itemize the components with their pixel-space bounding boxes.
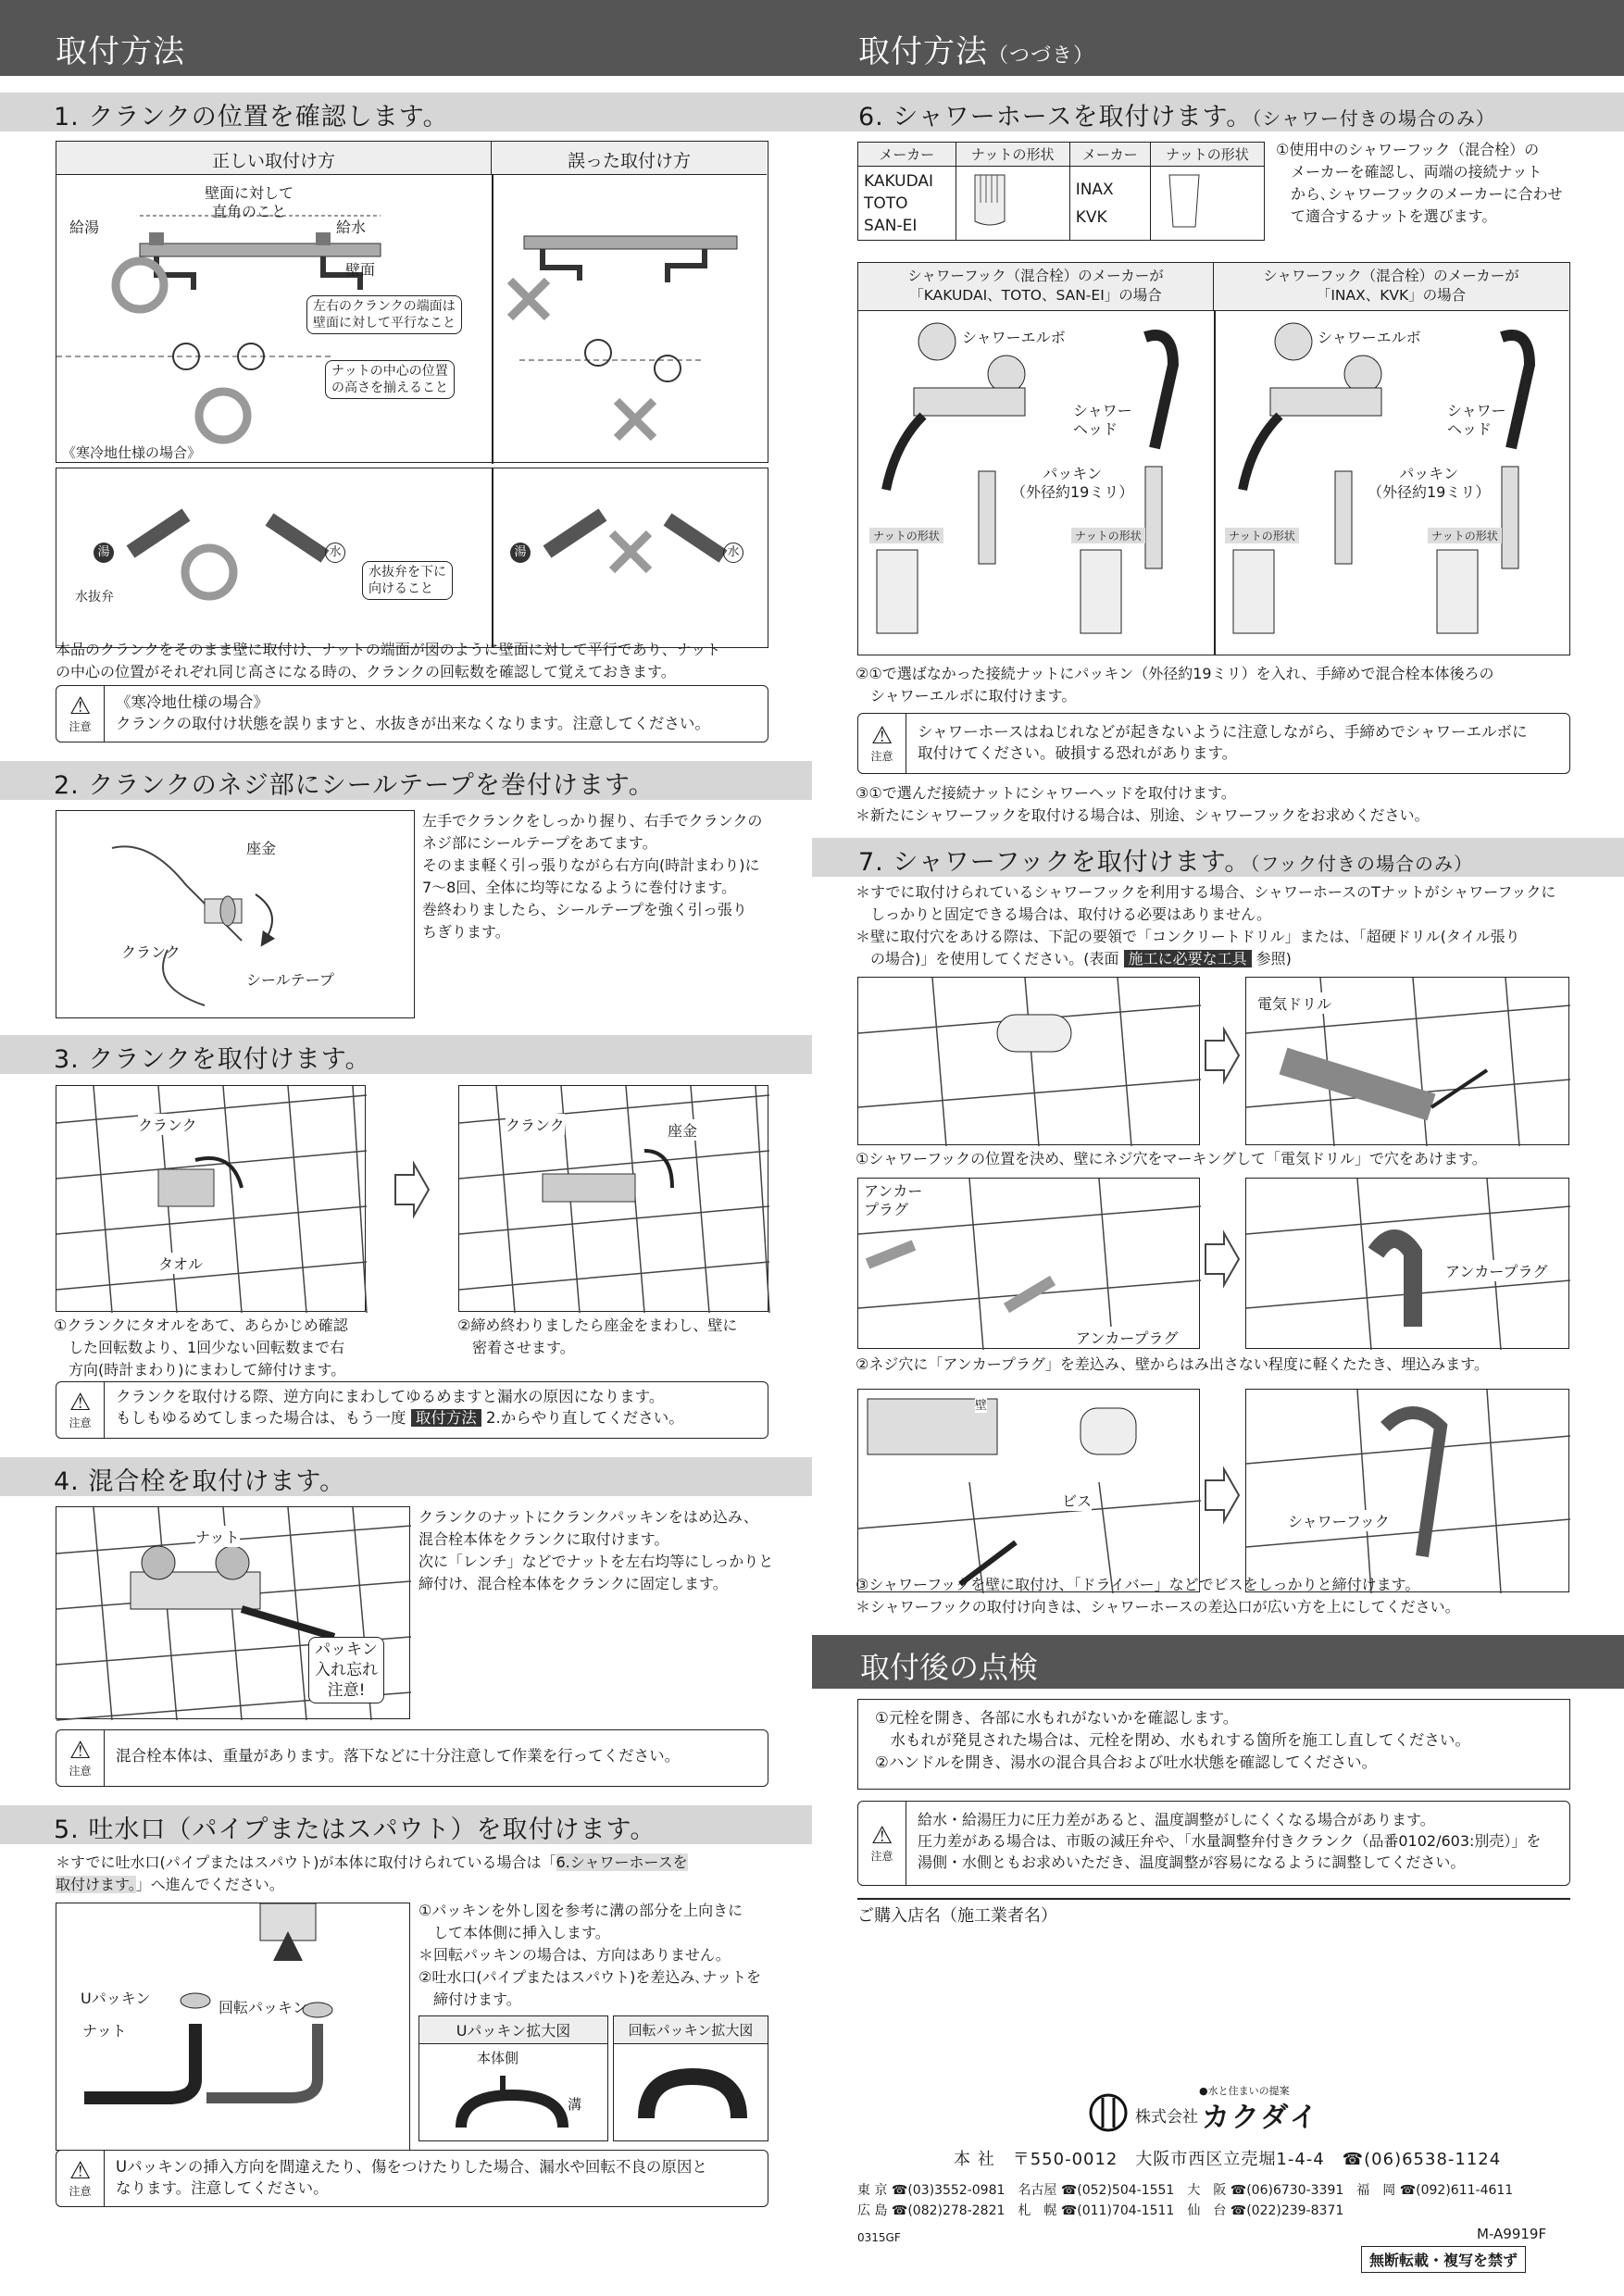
s5-u-detail-drawing — [419, 2016, 609, 2142]
s7-step1: ①シャワーフックの位置を決め、壁にネジ穴をマーキングして「電気ドリル」で穴をあけます。 — [856, 1150, 1487, 1167]
s7-note2-b: 参照) — [1251, 950, 1292, 967]
s6-drawing — [858, 263, 1571, 656]
company-tagline: ●水と住まいの提案 — [1199, 2085, 1290, 2097]
s5-rot-detail-drawing — [614, 2016, 769, 2142]
s3-seat-label: 座金 — [668, 1119, 697, 1141]
s3-crank-label: クランク — [138, 1114, 197, 1135]
s1-wrong-header: 誤った取付け方 — [492, 142, 767, 175]
s5-note-b: 」へ進んでください。 — [135, 1876, 284, 1893]
section-6-title: 6. シャワーホースを取付けます。 — [858, 103, 1253, 131]
section-7-suffix: （フック付きの場合のみ） — [1250, 853, 1474, 875]
s1-caution — [56, 685, 768, 742]
page-title-right-text: 取付方法 — [858, 33, 988, 70]
page-title-right-suffix: （つづき） — [988, 44, 1095, 68]
section-4-heading: 4. 混合栓を取付けます。 — [0, 1457, 812, 1496]
s5-u-packing-label: Uパッキン — [81, 1990, 151, 2007]
s7-screw-label: ビス — [1062, 1490, 1092, 1511]
s7-tile-3b — [1246, 1390, 1570, 1593]
check-caution — [857, 1801, 1570, 1886]
s6-nut-shape-label-b2: ナットの形状 — [1428, 528, 1502, 543]
caution-label: 注意 — [870, 1849, 893, 1863]
s4-caution-text: 混合栓本体は、重量があります。落下などに十分注意して作業を行ってください。 — [116, 1747, 681, 1765]
s5-caution — [56, 2150, 768, 2207]
s6-step2: ②①で選ばなかった接続ナットにパッキン（外径約19ミリ）を入れ、手締めで混合栓本体後ろの シャワーエルボに取付けます。 — [856, 665, 1494, 705]
s5-u-body-label: 本体側 — [477, 2050, 519, 2066]
s7-note2 — [856, 926, 1596, 970]
check-heading: 取付後の点検 — [812, 1635, 1624, 1689]
s7-img-1a — [857, 977, 1200, 1145]
s3-caution-line1: クランクを取付ける際、逆方向にまわしてゆるめますと漏水の原因になります。 — [116, 1388, 665, 1405]
caution-label: 注意 — [69, 719, 92, 733]
s1-wall-label: 壁面 — [345, 261, 376, 279]
s3-step2: ②締め終わりましたら座金をまわし、壁に 密着させます。 — [457, 1316, 738, 1356]
s6-nut-shape-b — [1150, 167, 1264, 241]
s6-panels — [857, 262, 1570, 655]
s5-note-tag: 6.シャワーホースを 取付けます。 — [56, 1853, 688, 1893]
s5-u-groove-label: 溝 — [568, 2096, 582, 2113]
s6-elbow-label-a: シャワーエルボ — [962, 326, 1066, 347]
s6-caution — [857, 713, 1570, 774]
s6-caution-text: シャワーホースはねじれなどが起きないように注意しながら、手締めでシャワーエルボに 取付けてください。破損する恐れがあります。 — [918, 723, 1528, 762]
s1-caution-text: 《寒冷地仕様の場合》 クランクの取付け状態を誤りますと、水抜きが出来なくなります。注意してください。 — [116, 693, 710, 732]
s6-packing-label-b: パッキン （外径約19ミリ） — [1368, 465, 1491, 501]
company-prefix: 株式会社 — [1135, 2108, 1198, 2127]
s3-caution-line2a: もしもゆるめてしまった場合は、もう一度 — [116, 1409, 411, 1427]
s4-caution-icon — [56, 1730, 105, 1786]
caution-label: 注意 — [69, 2184, 92, 2198]
check-box — [857, 1699, 1570, 1790]
shop-name-label: ご購入店名（施工業者名） — [857, 1906, 1057, 1926]
s1-parallel-note: 左右のクランクの端面は 壁面に対して平行なこと — [306, 295, 462, 334]
hq-address: 本 社 〒550-0012 大阪市西区立売堀1-4-4 ☎(06)6538-1124 — [954, 2150, 1502, 2169]
s5-nut-label: ナット — [82, 2022, 127, 2040]
s4-caution — [56, 1729, 768, 1787]
s5-u-detail — [418, 2015, 608, 2141]
s6-panel-b-header: シャワーフック（混合栓）のメーカーが 「INAX、KVK」の場合 — [1214, 263, 1568, 311]
section-1-heading: 1. クランクの位置を確認します。 — [0, 93, 812, 131]
caution-label: 注意 — [69, 1764, 92, 1778]
s3-caution — [56, 1381, 768, 1439]
s2-seat-label: 座金 — [246, 840, 277, 857]
s6-panel-a-header: シャワーフック（混合栓）のメーカーが 「KAKUDAI、TOTO、SAN-EI」の場合 — [858, 263, 1214, 311]
s5-rot-detail-title: 回転パッキン拡大図 — [614, 2016, 768, 2044]
s3-tile-grid-1 — [56, 1086, 367, 1313]
s5-rot-detail — [613, 2015, 768, 2141]
s7-step2: ②ネジ穴に「アンカープラグ」を差込み、壁からはみ出さない程度に軽くたたき、埋込みます。 — [856, 1355, 1489, 1373]
s1-cold-mark-wrong: 水 — [723, 543, 743, 563]
s6-maker-table — [857, 142, 1265, 241]
branch-offices-1: 東 京 ☎(03)3552-0981 名古屋 ☎(052)504-1551 大 阪 ☎(06)6730-3391 福 岡 ☎(092)611-4611 — [857, 2183, 1514, 2198]
s7-wall-label: 壁 — [975, 1395, 987, 1413]
s1-hot-mark: 湯 — [94, 543, 114, 563]
s1-height-note: ナットの中心の位置 の高さを揃えること — [325, 360, 455, 399]
s3-caution-line2 — [116, 1407, 758, 1429]
s7-img-3a — [857, 1389, 1200, 1592]
s7-tile-1a — [858, 978, 1201, 1146]
s1-body: 本品のクランクをそのまま壁に取付け、ナットの端面が図のように壁面に対して平行であり、ナット の中心の位置がそれぞれ同じ高さになる時の、クランクの回転数を確認して覚えておきます。 — [56, 641, 721, 680]
s7-anchor-label-2: アンカープラグ — [1076, 1327, 1179, 1348]
section-5-heading: 5. 吐水口（パイプまたはスパウト）を取付けます。 — [0, 1805, 812, 1844]
s5-note — [56, 1852, 787, 1896]
s6-elbow-label-b: シャワーエルボ — [1318, 326, 1421, 347]
section-7-heading — [812, 838, 1624, 877]
s7-note1: ＊すでに取付けられているシャワーフックを利用する場合、シャワーホースのTナットがシャワーフックに しっかりと固定できる場合は、取付ける必要はありません。 — [856, 883, 1556, 923]
page-title-left: 取付方法 — [0, 0, 812, 76]
s3-towel-label: タオル — [158, 1253, 203, 1274]
s6-th-nut-2: ナットの形状 — [1150, 143, 1264, 167]
company-name: カクダイ — [1202, 2102, 1319, 2134]
s7-step3: ③シャワーフックを壁に取付け、「ドライバー」などでビスをしっかりと締付けます。 ＊シャワーフックの取付け向きは、シャワーホースの差込口が広い方を上にしてください。 — [856, 1576, 1460, 1616]
s7-img-3b — [1245, 1389, 1569, 1592]
s4-packing-callout: パッキン 入れ忘れ 注意! — [308, 1637, 384, 1703]
s1-diagram-box — [56, 141, 768, 463]
s7-hook-label: シャワーフック — [1288, 1510, 1390, 1531]
s6-th-maker-2: メーカー — [1069, 143, 1150, 167]
s7-drill-label: 電気ドリル — [1257, 992, 1331, 1014]
s1-cold-region-box — [56, 444, 768, 648]
document-code: M-A9919F — [1477, 2226, 1547, 2242]
s3-caution-text — [116, 1386, 758, 1429]
s7-note2-a: ＊壁に取付穴をあける際は、下記の要領で「コンクリートドリル」または、「超硬ドリル(タイル張り の場合)」を使用してください。(表面 — [856, 928, 1520, 967]
s5-note-a: ＊すでに吐水口(パイプまたはスパウト)が本体に取付けられている場合は「 — [56, 1853, 556, 1871]
s3-caution-tag: 取付方法 — [411, 1409, 481, 1427]
s6-packing-label-a: パッキン （外径約19ミリ） — [1011, 465, 1134, 501]
s5-caution-icon — [56, 2151, 105, 2206]
s6-note1: ①使用中のシャワーフック（混合栓）の メーカーを確認し、両端の接続ナット から､シャワーフックのメーカーに合わせ て適合するナットを選びます。 — [1276, 141, 1563, 225]
s3-illustration-1 — [56, 1085, 366, 1312]
s6-th-nut-1: ナットの形状 — [956, 143, 1069, 167]
s6-head-label-a: シャワー ヘッド — [1073, 402, 1132, 438]
check-body: ①元栓を開き、各部に水もれがないかを確認します。 水もれが発見された場合は、元栓を閉め、水もれする箇所を施工し直してください。 ②ハンドルを開き、湯水の混合具合および吐水状態を確認してください。 — [875, 1709, 1470, 1771]
s6-nut-shape-label-a2: ナットの形状 — [1071, 528, 1145, 543]
s1-caution-icon — [56, 686, 105, 742]
section-6-heading — [812, 93, 1624, 131]
s7-anchor-label-1: アンカー プラグ — [864, 1182, 923, 1218]
s1-cold-drawing — [56, 468, 769, 649]
s1-cold-label: 給水 — [336, 218, 367, 236]
warning-icon: ⚠ — [69, 1736, 92, 1765]
s5-rot-packing-label: 回転パッキン — [219, 1999, 307, 2016]
s4-illustration — [56, 1506, 410, 1719]
footer-divider — [857, 1898, 1570, 1900]
s5-u-detail-title: Uパッキン拡大図 — [419, 2016, 607, 2044]
s1-perp-label: 壁面に対して 直角のこと — [205, 184, 294, 220]
s7-img-2a — [857, 1178, 1200, 1349]
s1-cold-mark: 水 — [325, 543, 345, 563]
s6-head-label-b: シャワー ヘッド — [1447, 402, 1506, 438]
copyright-notice: 無断転載・複写を禁ず — [1361, 2246, 1526, 2273]
s7-note2-tag: 施工に必要な工具 — [1124, 950, 1252, 967]
s6-caution-icon — [858, 714, 906, 773]
s4-body: クランクのナットにクランクパッキンをはめ込み、 混合栓本体をクランクに取付けます。 次に「レンチ」などでナットを左右均等にしっかりと 締付け、混合栓本体をクランクに固定します。 — [418, 1508, 774, 1592]
s5-caution-text: Uパッキンの挿入方向を間違えたり、傷をつけたりした場合、漏水や回転不良の原因と なります。注意してください。 — [116, 2158, 707, 2197]
s3-illustration-2 — [458, 1085, 768, 1312]
s7-img-2b — [1245, 1178, 1569, 1349]
date-code: 0315GF — [857, 2231, 901, 2244]
s3-caution-line2b: 2.からやり直してください。 — [481, 1409, 684, 1427]
s3-crank-label-2: クランク — [506, 1114, 565, 1135]
section-2-heading: 2. クランクのネジ部にシールテープを巻付けます。 — [0, 761, 812, 800]
check-caution-text: 給水・給湯圧力に圧力差があると、温度調整がしにくくなる場合があります。 圧力差がある場合は、市販の減圧弁や、「水量調整弁付きクランク（品番0102/603:別売）」を 湯側・水側ともお求めいただき、温度調整が容易になるように調整してください。 — [918, 1811, 1542, 1871]
section-6-suffix: （シャワー付きの場合のみ） — [1252, 107, 1495, 130]
warning-icon: ⚠ — [69, 2156, 92, 2185]
s7-img-1b — [1245, 977, 1569, 1145]
s6-nut-shape-label-b1: ナットの形状 — [1225, 528, 1299, 543]
page-title-right — [812, 0, 1624, 76]
s6-nut-shape-label-a1: ナットの形状 — [869, 528, 943, 543]
s1-cold-region-label: 《寒冷地仕様の場合》 — [62, 444, 202, 461]
s6-step3: ③①で選んだ接続ナットにシャワーヘッドを取付けます。 ＊新たにシャワーフックを取付ける場合は、別途、シャワーフックをお求めください。 — [856, 784, 1430, 824]
s2-body: 左手でクランクをしっかり握り、右手でクランクの ネジ部にシールテープをあてます。 そのまま軽く引っ張りながら右方向(時計まわり)に 7〜8回、全体に均等になるように巻付けます。 巻終わりましたら、シールテープを強く引っ張り ちぎります。 — [422, 812, 763, 941]
s4-nut-label: ナット — [195, 1526, 240, 1547]
s5-body: ①パッキンを外し図を参考に溝の部分を上向きに して本体側に挿入します。 ＊回転パッキンの場合は、方向はありません。 ②吐水口(パイプまたはスパウト)を差込み､ナットを 締付けます。 — [418, 1902, 762, 2008]
s7-tile-3a — [858, 1390, 1201, 1593]
s1-drain-label: 水抜弁 — [75, 590, 114, 605]
s1-hot-mark-wrong: 湯 — [510, 543, 531, 563]
s1-drain-note: 水抜弁を下に 向けること — [362, 561, 453, 600]
warning-icon: ⚠ — [870, 1821, 893, 1850]
s6-nut-shape-a — [956, 167, 1069, 241]
s3-step1: ①クランクにタオルをあて、あらかじめ確認 した回転数より、1回少ない回転数まで右 方向(時計まわり)にまわして締付けます。 — [54, 1316, 348, 1379]
s5-illustration — [56, 1903, 410, 2151]
s2-illustration — [56, 810, 415, 1018]
s6-makers-b: INAX KVK — [1069, 167, 1150, 241]
warning-icon: ⚠ — [870, 721, 893, 750]
s2-drawing — [56, 811, 416, 1019]
section-7-title: 7. シャワーフックを取付けます。 — [858, 848, 1251, 877]
caution-label: 注意 — [870, 749, 893, 763]
section-3-heading: 3. クランクを取付けます。 — [0, 1035, 812, 1074]
s1-hot-label: 給湯 — [69, 218, 100, 236]
s1-correct-header: 正しい取付け方 — [56, 142, 492, 175]
s6-makers-a: KAKUDAI TOTO SAN-EI — [858, 167, 956, 241]
s2-tape-label: シールテープ — [246, 971, 334, 989]
caution-label: 注意 — [69, 1416, 92, 1429]
warning-icon: ⚠ — [69, 1388, 92, 1416]
s6-th-maker-1: メーカー — [858, 143, 956, 167]
check-caution-icon — [858, 1802, 906, 1885]
branch-offices-2: 広 島 ☎(082)278-2821 札 幌 ☎(011)704-1511 仙 台 ☎(022)239-8371 — [857, 2203, 1344, 2218]
s2-crank-label: クランク — [121, 943, 181, 961]
warning-icon: ⚠ — [69, 692, 92, 720]
s3-caution-icon — [56, 1382, 105, 1438]
s7-anchor-label-3: アンカープラグ — [1445, 1260, 1548, 1281]
